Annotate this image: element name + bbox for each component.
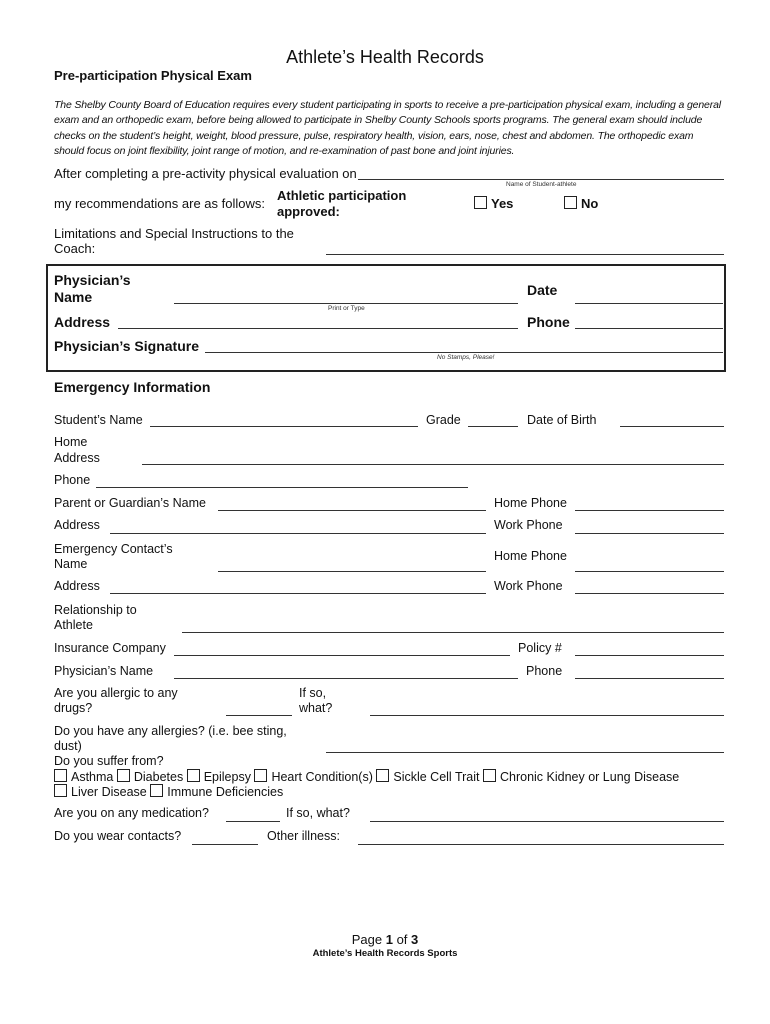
phone-label: Phone	[527, 314, 570, 330]
allergies-label: Do you have any allergies? (i.e. bee sting, dust)	[54, 724, 287, 753]
immune-label: Immune Deficiencies	[167, 785, 284, 799]
dob-line[interactable]	[620, 426, 724, 427]
condition-diabetes[interactable]	[117, 770, 183, 784]
signature-line[interactable]	[205, 352, 723, 353]
epilepsy-checkbox[interactable]	[187, 769, 200, 782]
contact-home-phone-label: Home Phone	[494, 549, 567, 563]
print-hint: Print or Type	[328, 305, 365, 312]
dob-label: Date of Birth	[527, 413, 597, 427]
approved-yes[interactable]	[474, 196, 513, 211]
diabetes-checkbox[interactable]	[117, 769, 130, 782]
contact-address-label: Address	[54, 579, 100, 593]
guardian-home-phone-line[interactable]	[575, 510, 724, 511]
medication-line[interactable]	[226, 821, 280, 822]
guardian-home-phone-label: Home Phone	[494, 496, 567, 510]
student-athlete-hint: Name of Student-athlete	[506, 181, 577, 188]
page-word: Page	[351, 932, 383, 947]
conditions-row-1	[54, 769, 679, 784]
home-address-label: Home Address	[54, 435, 100, 465]
date-label: Date	[527, 282, 558, 298]
diabetes-label: Diabetes	[133, 770, 184, 784]
kidney-lung-label: Chronic Kidney or Lung Disease	[499, 770, 680, 784]
suffer-label: Do you suffer from?	[54, 754, 164, 768]
condition-epilepsy[interactable]	[187, 770, 251, 784]
medication-what-label: If so, what?	[286, 806, 350, 820]
condition-liver[interactable]	[54, 785, 147, 799]
epilepsy-label: Epilepsy	[203, 770, 251, 784]
grade-line[interactable]	[468, 426, 518, 427]
phone-line[interactable]	[96, 487, 468, 488]
signature-label: Physician’s Signature	[54, 338, 199, 354]
contacts-label: Do you wear contacts?	[54, 829, 182, 843]
asthma-checkbox[interactable]	[54, 769, 67, 782]
physician-name-label-emergency: Physician’s Name	[54, 664, 154, 678]
physician-box	[46, 264, 726, 372]
stamp-hint: No Stamps, Please!	[437, 354, 495, 361]
insurance-line[interactable]	[174, 655, 510, 656]
contact-work-phone-label: Work Phone	[494, 579, 563, 593]
student-athlete-name-line[interactable]	[358, 179, 724, 180]
eval-label: After completing a pre-activity physical evaluation on	[54, 166, 357, 181]
phone-label-emergency: Phone	[54, 473, 91, 487]
sickle-cell-label: Sickle Cell Trait	[393, 770, 480, 784]
guardian-address-line[interactable]	[110, 533, 486, 534]
other-illness-label: Other illness:	[267, 829, 340, 843]
kidney-lung-checkbox[interactable]	[483, 769, 496, 782]
condition-asthma[interactable]	[54, 770, 113, 784]
emergency-heading: Emergency Information	[54, 379, 211, 395]
guardian-work-phone-label: Work Phone	[494, 518, 563, 532]
grade-label: Grade	[426, 413, 461, 427]
footer-subtitle: Athlete’s Health Records Sports	[312, 948, 458, 959]
emergency-contact-line[interactable]	[218, 571, 486, 572]
contacts-line[interactable]	[192, 844, 258, 845]
other-illness-line[interactable]	[358, 844, 724, 845]
address-label: Address	[54, 314, 111, 330]
policy-line[interactable]	[575, 655, 724, 656]
condition-immune[interactable]	[150, 785, 283, 799]
student-name-label: Student’s Name	[54, 413, 143, 427]
of-word: of	[396, 932, 408, 947]
date-line[interactable]	[575, 303, 723, 304]
page-title: Athlete’s Health Records	[286, 47, 484, 67]
condition-kidney-lung[interactable]	[483, 770, 679, 784]
relationship-line[interactable]	[182, 632, 724, 633]
condition-sickle-cell[interactable]	[376, 770, 479, 784]
guardian-work-phone-line[interactable]	[575, 533, 724, 534]
intro-paragraph: The Shelby County Board of Education requires every student participating in sports to receive a pre-participation physical exam, including a general exam and an orthopedic exam, before being allowed to participate in Shelby County Schools sports programs. The general exam should include checks on the student’s height, weight, blood pressure, pulse, respiratory health, vision, ears, nose, chest and abdomen. The orthopedic exam should focus on joint flexibility, joint range of motion, and re-examination of past bone and joint injuries.	[54, 99, 721, 157]
guardian-name-line[interactable]	[218, 510, 486, 511]
guardian-address-label: Address	[54, 518, 100, 532]
medication-what-line[interactable]	[370, 821, 724, 822]
no-label: No	[581, 196, 599, 211]
physician-name-line[interactable]	[174, 303, 518, 304]
limitations-line[interactable]	[326, 254, 724, 255]
no-checkbox[interactable]	[564, 196, 577, 209]
heart-checkbox[interactable]	[254, 769, 267, 782]
physician-address-line[interactable]	[118, 328, 518, 329]
page-total: 3	[411, 932, 419, 947]
contact-address-line[interactable]	[110, 593, 486, 594]
heart-label: Heart Condition(s)	[271, 770, 373, 784]
allergic-drugs-what-line[interactable]	[370, 715, 724, 716]
medication-label: Are you on any medication?	[54, 806, 209, 820]
limitations-label: Limitations and Special Instructions to the Coach:	[54, 226, 294, 256]
policy-label: Policy #	[518, 641, 562, 655]
contact-home-phone-line[interactable]	[575, 571, 724, 572]
page-number	[0, 932, 770, 947]
immune-checkbox[interactable]	[150, 784, 163, 797]
emergency-physician-line[interactable]	[174, 678, 518, 679]
allergic-drugs-label: Are you allergic to any drugs?	[54, 686, 178, 715]
yes-checkbox[interactable]	[474, 196, 487, 209]
liver-checkbox[interactable]	[54, 784, 67, 797]
physician-phone-label-emergency: Phone	[526, 664, 563, 678]
liver-label: Liver Disease	[71, 785, 147, 799]
relationship-label: Relationship to Athlete	[54, 603, 137, 632]
conditions-row-2	[54, 784, 283, 799]
approved-no[interactable]	[564, 196, 598, 211]
page-current: 1	[385, 932, 393, 947]
emergency-contact-label: Emergency Contact’s Name	[54, 542, 173, 571]
home-address-line[interactable]	[142, 464, 724, 465]
guardian-name-label: Parent or Guardian’s Name	[54, 496, 206, 510]
sickle-cell-checkbox[interactable]	[376, 769, 389, 782]
yes-label: Yes	[491, 196, 514, 211]
contact-work-phone-line[interactable]	[575, 593, 724, 594]
physician-phone-line[interactable]	[575, 328, 723, 329]
approved-label: Athletic participation approved:	[277, 188, 407, 219]
insurance-label: Insurance Company	[54, 641, 166, 655]
physician-name-label: Physician’s Name	[54, 272, 131, 305]
asthma-label: Asthma	[71, 770, 114, 784]
if-so-what-label: If so, what?	[299, 686, 333, 715]
student-name-line[interactable]	[150, 426, 418, 427]
recommend-label: my recommendations are as follows:	[54, 196, 265, 211]
allergies-line[interactable]	[326, 752, 724, 753]
section-heading-pre-participation: Pre-participation Physical Exam	[54, 68, 252, 83]
emergency-physician-phone-line[interactable]	[575, 678, 724, 679]
condition-heart[interactable]	[254, 770, 372, 784]
allergic-drugs-line[interactable]	[226, 715, 292, 716]
